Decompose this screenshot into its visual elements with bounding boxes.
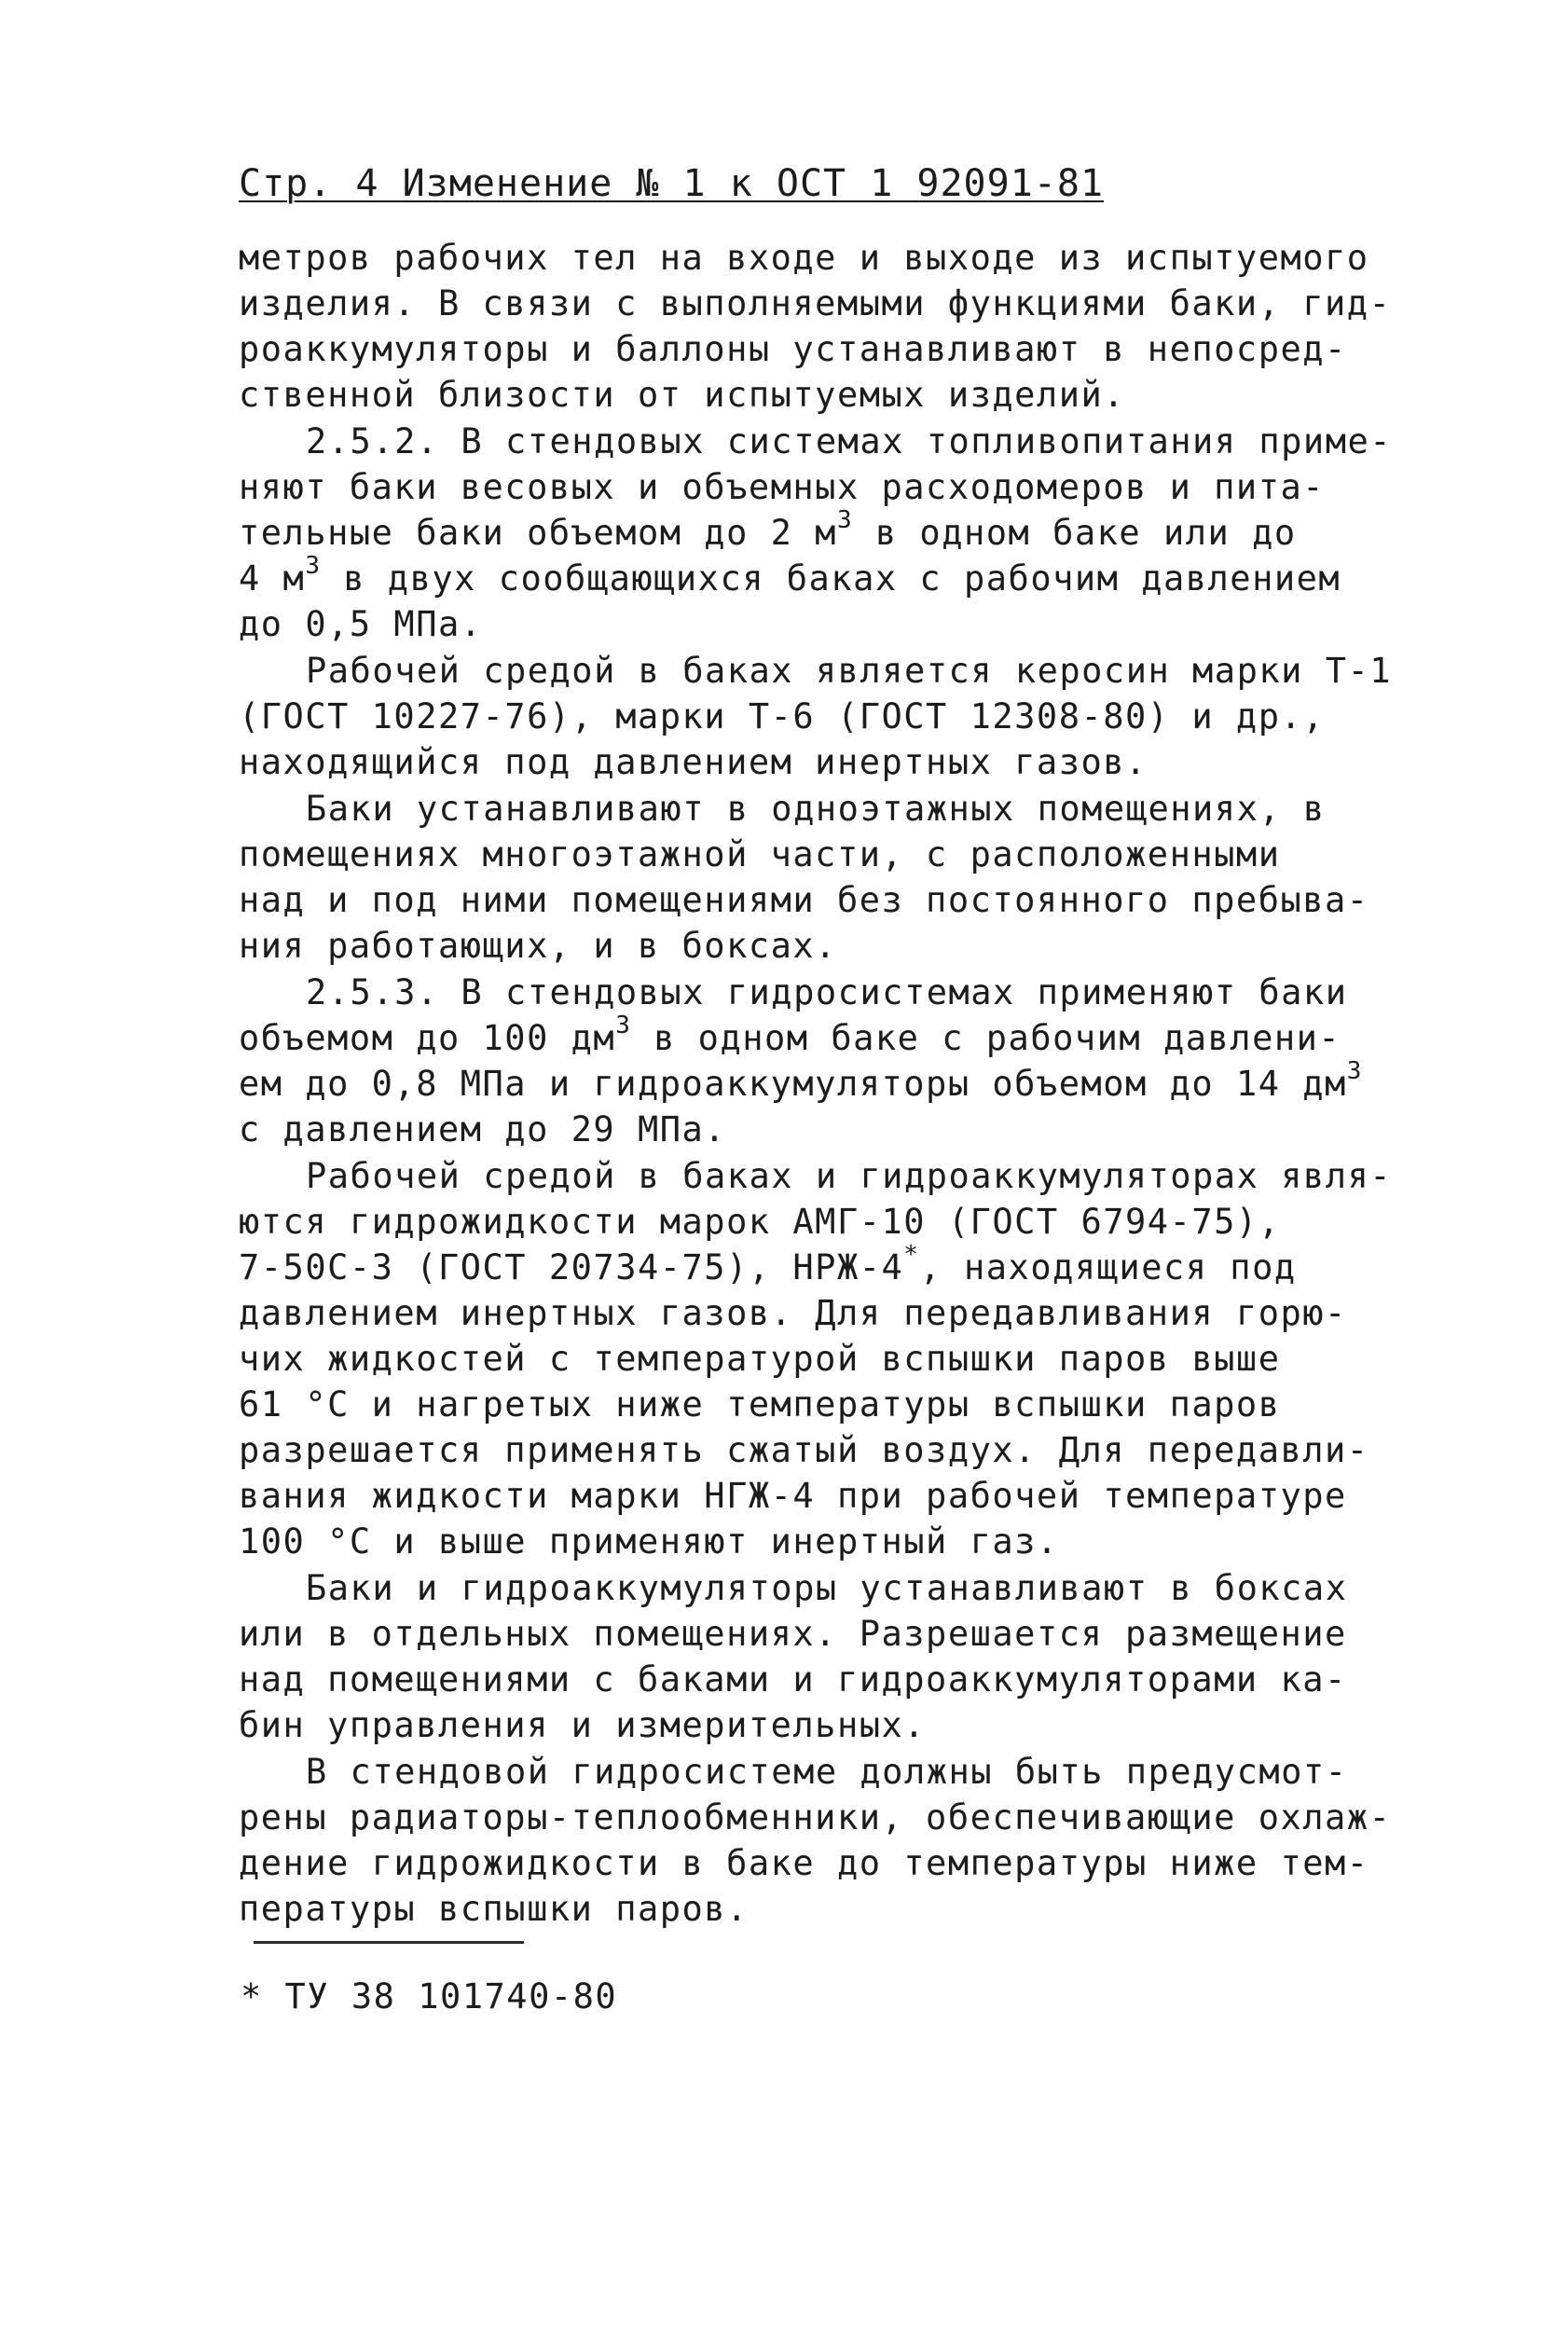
text-line: В стендовой гидросистеме должны быть предусмот- <box>306 1752 1348 1792</box>
text-line: пературы вспышки паров. <box>239 1889 749 1929</box>
text-segment: ем до 0,8 МПа и гидроаккумуляторы объемом до 14 дм <box>239 1064 1347 1104</box>
text-line: рены радиаторы-теплообменники, обеспечивающие охлаж- <box>239 1797 1392 1838</box>
text-segment: объемом до 100 дм <box>239 1018 616 1058</box>
text-line: метров рабочих тел на входе и выходе из испытуемого <box>239 238 1369 278</box>
text-line <box>239 1240 1297 1290</box>
superscript: 3 <box>615 1011 632 1039</box>
text-line: до 0,5 МПа. <box>239 604 483 644</box>
footnote-divider <box>254 1941 524 1944</box>
text-line: Рабочей средой в баках является керосин марки Т-1 <box>306 651 1393 691</box>
text-segment: 4 м <box>239 558 306 599</box>
paragraph-2-5-2-start: 2.5.2. В стендовых системах топливопитания приме- <box>306 421 1393 461</box>
text-line: над и под ними помещениями без постоянного пребыва- <box>239 880 1369 920</box>
text-segment: 7-50С-3 (ГОСТ 20734-75), НРЖ-4 <box>239 1247 904 1287</box>
text-line: (ГОСТ 10227-76), марки Т-6 (ГОСТ 12308-80) и др., <box>239 696 1326 736</box>
text-line: изделия. В связи с выполняемыми функциями баки, гид- <box>239 283 1392 323</box>
text-line: дение гидрожидкости в баке до температуры ниже тем- <box>239 1843 1369 1883</box>
text-line: с давлением до 29 МПа. <box>239 1109 727 1149</box>
text-line: или в отдельных помещениях. Разрешается размещение <box>239 1614 1347 1654</box>
text-line <box>239 1056 1363 1107</box>
text-line: няют баки весовых и объемных расходомеров и пита- <box>239 467 1326 507</box>
footnote-marker: * <box>903 1240 920 1269</box>
footnote: * ТУ 38 101740-80 <box>241 1976 618 2017</box>
text-line: ственной близости от испытуемых изделий. <box>239 375 1126 415</box>
text-line: чих жидкостей с температурой вспышки паров выше <box>239 1339 1281 1379</box>
superscript: 3 <box>1346 1056 1363 1085</box>
text-line: ются гидрожидкости марок АМГ-10 (ГОСТ 6794-75), <box>239 1202 1281 1242</box>
text-line: Баки устанавливают в одноэтажных помещениях, в <box>306 789 1326 829</box>
text-line <box>239 505 1297 556</box>
text-line: 100 °С и выше применяют инертный газ. <box>239 1521 1059 1562</box>
text-line: находящийся под давлением инертных газов. <box>239 742 1148 782</box>
page-header: Стр. 4 Изменение № 1 к ОСТ 1 92091-81 <box>239 162 1105 205</box>
text-line: давлением инертных газов. Для передавливания горю- <box>239 1293 1347 1333</box>
text-line: ния работающих, и в боксах. <box>239 926 837 966</box>
text-line: Баки и гидроаккумуляторы устанавливают в боксах <box>306 1568 1348 1608</box>
text-line: разрешается применять сжатый воздух. Для передавли- <box>239 1430 1369 1470</box>
text-segment: в одном баке или до <box>853 513 1297 553</box>
text-segment: , находящиеся под <box>919 1247 1297 1287</box>
text-line: бин управления и измерительных. <box>239 1705 927 1745</box>
text-segment: тельные баки объемом до 2 м <box>239 513 837 553</box>
text-line: Рабочей средой в баках и гидроаккумуляторах явля- <box>306 1156 1393 1196</box>
text-line: помещениях многоэтажной части, с расположенными <box>239 834 1281 874</box>
text-line: над помещениями с баками и гидроаккумуляторами ка- <box>239 1659 1347 1700</box>
superscript: 3 <box>836 505 854 534</box>
text-segment: в одном баке с рабочим давлени- <box>631 1018 1341 1058</box>
text-line <box>239 1011 1341 1061</box>
text-line <box>239 551 1341 601</box>
paragraph-2-5-3-start: 2.5.3. В стендовых гидросистемах применяют баки <box>306 972 1348 1012</box>
superscript: 3 <box>305 551 322 580</box>
text-line: 61 °С и нагретых ниже температуры вспышки паров <box>239 1384 1281 1425</box>
text-segment: в двух сообщающихся баках с рабочим давлением <box>321 558 1341 599</box>
text-line: вания жидкости марки НГЖ-4 при рабочей температуре <box>239 1476 1347 1516</box>
text-line: роаккумуляторы и баллоны устанавливают в непосред- <box>239 329 1347 369</box>
